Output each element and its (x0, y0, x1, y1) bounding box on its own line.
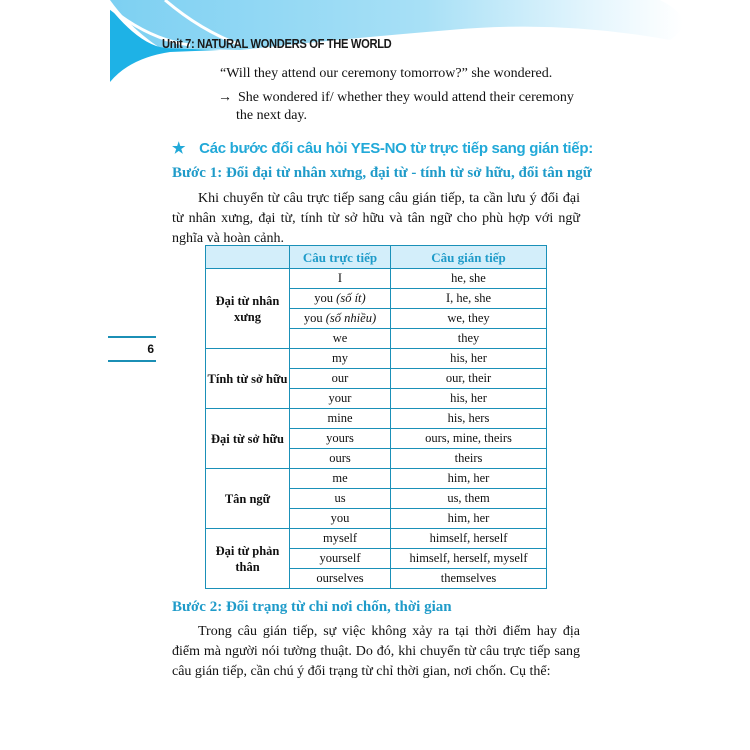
direct-cell: yours (290, 429, 391, 449)
direct-cell: our (290, 369, 391, 389)
step1-heading: Bước 1: Đổi đại từ nhân xưng, đại từ - tính từ sở hữu, đổi tân ngữ (172, 165, 592, 181)
indirect-cell: we, they (391, 309, 547, 329)
indirect-cell: us, them (391, 489, 547, 509)
direct-cell: I (290, 269, 391, 289)
indirect-cell: our, their (391, 369, 547, 389)
table-row (206, 409, 547, 429)
indirect-cell: him, her (391, 509, 547, 529)
table-header-direct: Câu trực tiếp (290, 246, 391, 269)
table-header-indirect: Câu gián tiếp (391, 246, 547, 269)
indirect-cell: his, her (391, 349, 547, 369)
unit-title: Unit 7: NATURAL WONDERS OF THE WORLD (162, 36, 392, 51)
indirect-cell: I, he, she (391, 289, 547, 309)
step2-paragraph (172, 622, 580, 682)
direct-word: you (314, 291, 334, 305)
indirect-cell: him, her (391, 469, 547, 489)
indirect-cell: ours, mine, theirs (391, 429, 547, 449)
direct-word: you (303, 311, 323, 325)
direct-cell: we (290, 329, 391, 349)
direct-note: (số ít) (336, 291, 366, 305)
direct-cell: myself (290, 529, 391, 549)
pronoun-conversion-table (205, 245, 547, 589)
step2-heading: Bước 2: Đổi trạng từ chỉ nơi chốn, thời gian (172, 599, 452, 615)
section-title: Các bước đổi câu hỏi YES-NO từ trực tiếp sang gián tiếp: (199, 140, 593, 157)
table-header-empty (206, 246, 290, 269)
table-row (206, 469, 547, 489)
section-heading (172, 139, 593, 157)
direct-cell: you (290, 509, 391, 529)
category-cell: Đại từ sở hữu (206, 409, 290, 469)
category-cell: Tân ngữ (206, 469, 290, 529)
direct-cell: us (290, 489, 391, 509)
step2-paragraph-text: Trong câu gián tiếp, sự việc không xảy ra tại thời điểm hay địa điểm mà người nói tường thuật. Do đó, khi chuyển từ câu trực tiếp sang câu gián tiếp, cần chú ý đổi trạng từ chỉ thời gian, nơi chốn. Cụ thể: (172, 624, 580, 679)
indirect-cell: theirs (391, 449, 547, 469)
direct-cell: yourself (290, 549, 391, 569)
category-cell: Đại từ phản thân (206, 529, 290, 589)
indirect-cell: himself, herself (391, 529, 547, 549)
arrow-right-icon: → (218, 90, 232, 105)
category-cell: Tính từ sở hữu (206, 349, 290, 409)
direct-cell (290, 289, 391, 309)
category-cell: Đại từ nhân xưng (206, 269, 290, 349)
indirect-cell: themselves (391, 569, 547, 589)
example-reported-question (218, 88, 580, 108)
direct-cell: ours (290, 449, 391, 469)
star-icon: ★ (172, 140, 186, 157)
table-row (206, 529, 547, 549)
step1-paragraph-text: Khi chuyển từ câu trực tiếp sang câu gián tiếp, ta cần lưu ý đổi đại từ nhân xưng, đại từ, tính từ sở hữu và tân ngữ cho phù hợp với ngữ nghĩa và hoàn cảnh. (172, 191, 580, 246)
direct-cell: mine (290, 409, 391, 429)
direct-cell: ourselves (290, 569, 391, 589)
step1-paragraph (172, 189, 580, 249)
example-direct-question: “Will they attend our ceremony tomorrow?” she wondered. (220, 66, 553, 81)
table-header-row (206, 246, 547, 269)
indirect-cell: himself, herself, myself (391, 549, 547, 569)
page-number-marker (108, 336, 158, 362)
indirect-cell: he, she (391, 269, 547, 289)
example-reported-line2: the next day. (236, 108, 308, 123)
direct-cell: my (290, 349, 391, 369)
table-row (206, 269, 547, 289)
divider (108, 360, 156, 362)
table-row (206, 349, 547, 369)
direct-note: (số nhiều) (325, 311, 377, 325)
indirect-cell: they (391, 329, 547, 349)
direct-cell: me (290, 469, 391, 489)
page-number: 6 (147, 342, 154, 356)
direct-cell: your (290, 389, 391, 409)
divider (108, 336, 156, 338)
indirect-cell: his, hers (391, 409, 547, 429)
direct-cell (290, 309, 391, 329)
example-reported-line1: She wondered if/ whether they would attend their ceremony (238, 90, 574, 105)
indirect-cell: his, her (391, 389, 547, 409)
